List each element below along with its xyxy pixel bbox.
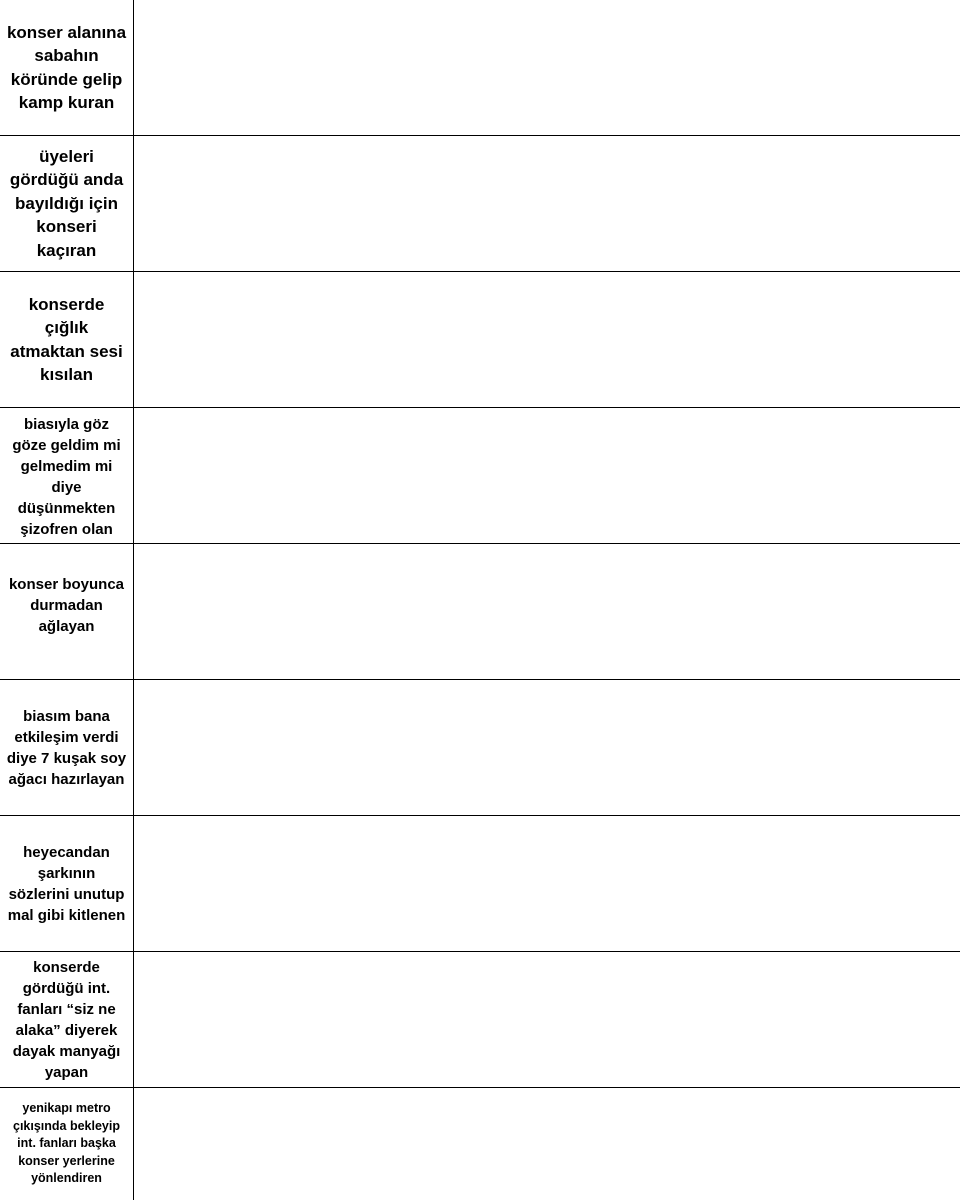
table-row: [0, 680, 960, 816]
row-label-cell: [0, 272, 134, 407]
blank-cell: [134, 952, 960, 1087]
row-label-cell: [0, 816, 134, 951]
row-label: yenikapı metro çıkışında bekleyip int. fanları başka konser yerlerine yönlendiren: [13, 1101, 120, 1186]
blank-cell: [134, 272, 960, 407]
row-label: biasıyla göz göze geldim mi gelmedim mi diye düşünmekten şizofren olan: [12, 415, 121, 538]
row-label: konserde çığlık atmaktan sesi kısılan: [10, 294, 123, 384]
row-label-cell: [0, 952, 134, 1087]
row-label-cell: [0, 408, 134, 543]
table-row: [0, 408, 960, 544]
blank-cell: [134, 136, 960, 271]
row-label: heyecandan şarkının sözlerini unutup mal gibi kitlenen: [7, 843, 126, 924]
row-label-cell: [0, 0, 134, 135]
row-label-cell: [0, 680, 134, 815]
table-row: [0, 272, 960, 408]
table-row: [0, 952, 960, 1088]
blank-cell: [134, 816, 960, 951]
row-label-cell: [0, 544, 134, 679]
blank-cell: [134, 680, 960, 815]
table-row: [0, 136, 960, 272]
table-row: [0, 816, 960, 952]
table-row: [0, 1088, 960, 1200]
blank-cell: [134, 0, 960, 135]
table-row: [0, 544, 960, 680]
row-label: konser boyunca durmadan ağlayan: [8, 576, 125, 635]
row-label-cell: [0, 136, 134, 271]
row-label: konserde gördüğü int. fanları “siz ne alaka” diyerek dayak manyağı yapan: [12, 958, 121, 1081]
row-label: üyeleri gördüğü anda bayıldığı için konseri kaçıran: [9, 146, 124, 260]
blank-cell: [134, 1088, 960, 1200]
row-label-cell: [0, 1088, 134, 1200]
blank-cell: [134, 544, 960, 679]
table-row: [0, 0, 960, 136]
row-label: konser alanına sabahın köründe gelip kamp kuran: [6, 22, 127, 112]
blank-cell: [134, 408, 960, 543]
row-label: biasım bana etkileşim verdi diye 7 kuşak soy ağacı hazırlayan: [6, 707, 127, 788]
